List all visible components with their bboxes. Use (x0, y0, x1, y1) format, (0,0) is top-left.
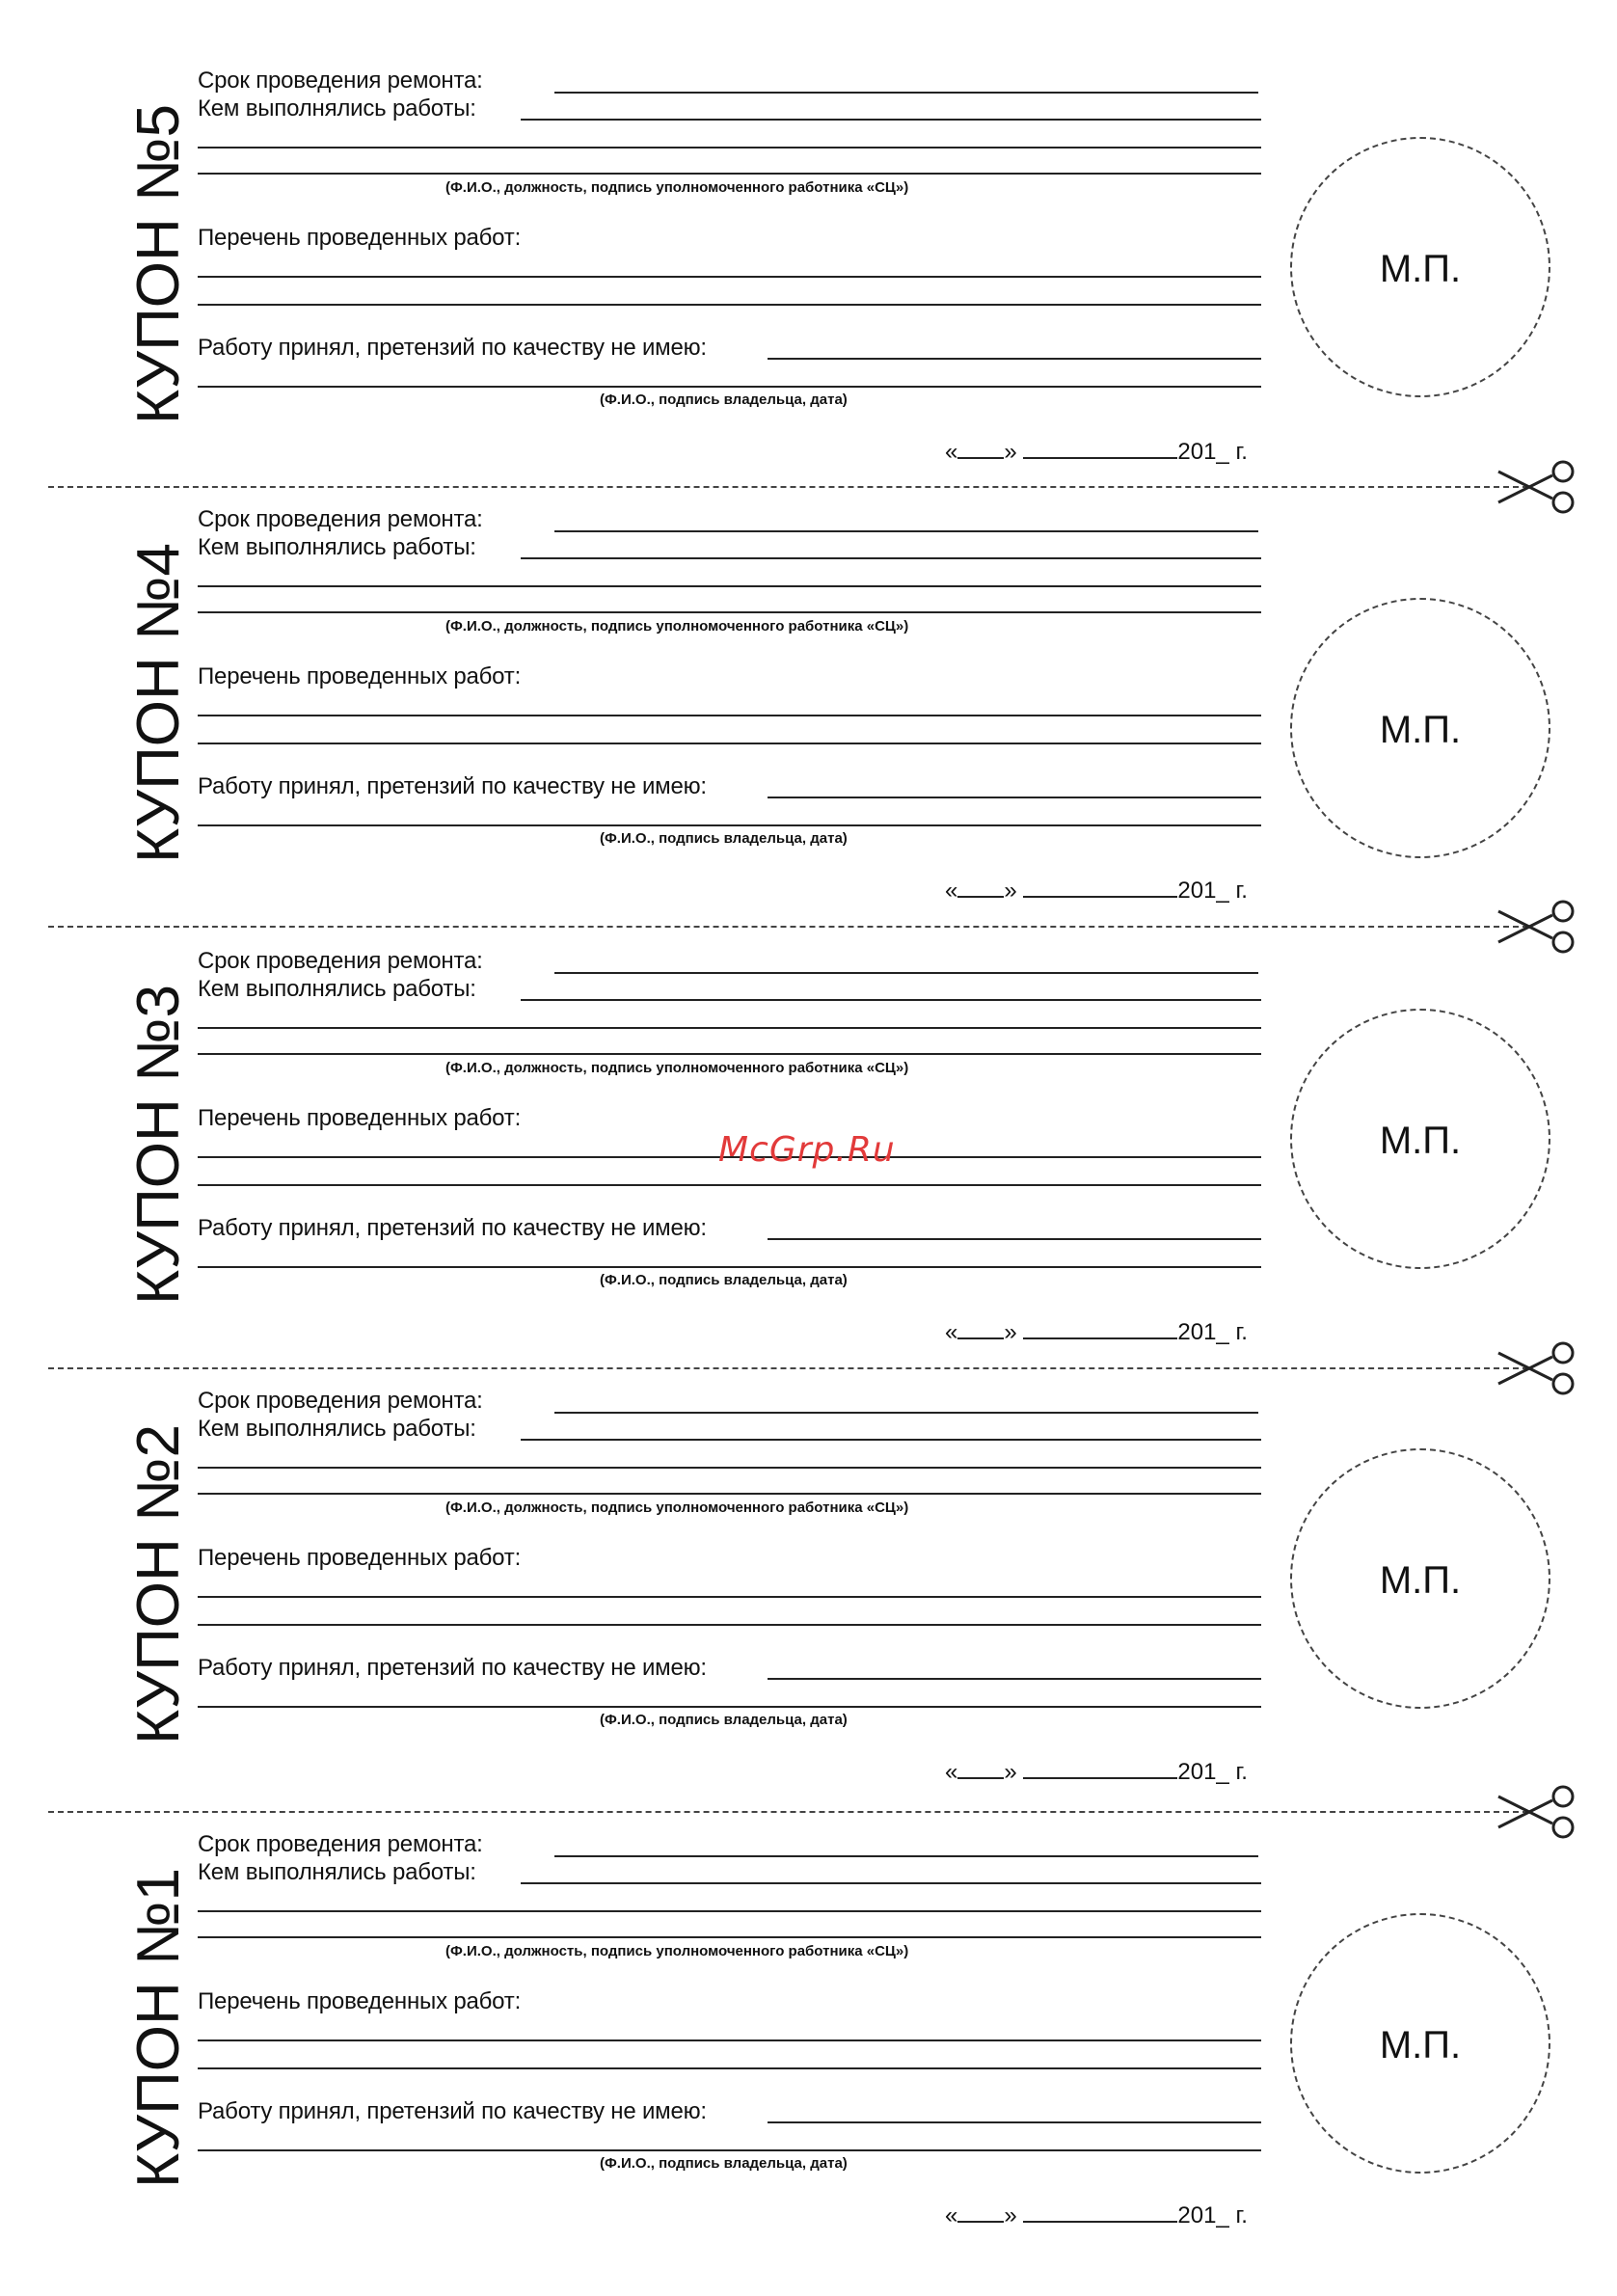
works-list-label: Перечень проведенных работ: (198, 663, 522, 689)
owner-signature-field[interactable] (198, 1266, 1261, 1268)
date-close-quote: » (1004, 1319, 1017, 1345)
date-day-field[interactable] (957, 2221, 1004, 2223)
performed-by-field[interactable] (521, 119, 1261, 121)
works-list-field-line-2[interactable] (198, 2067, 1261, 2069)
works-list-field-line-2[interactable] (198, 1624, 1261, 1626)
coupon-title (48, 1364, 198, 1803)
performed-by-field-line-2[interactable] (198, 1910, 1261, 1912)
date-open-quote: « (945, 439, 958, 465)
date-close-quote: » (1004, 2202, 1017, 2228)
performer-caption: (Ф.И.О., должность, подпись уполномоченного работника «СЦ») (445, 1943, 909, 1959)
performed-by-field-line-3[interactable] (198, 173, 1261, 175)
acceptance-label: Работу принял, претензий по качеству не имею: (198, 2098, 707, 2124)
date-month-field[interactable] (1023, 1777, 1177, 1779)
coupon-2 (0, 1364, 1617, 1803)
coupon-1 (0, 1807, 1617, 2247)
acceptance-field[interactable] (768, 1238, 1261, 1240)
performed-by-field-line-2[interactable] (198, 585, 1261, 587)
performer-caption: (Ф.И.О., должность, подпись уполномоченного работника «СЦ») (445, 618, 909, 635)
watermark: McGrp.Ru (718, 1130, 896, 1170)
date-month-field[interactable] (1023, 457, 1177, 459)
date-day-field[interactable] (957, 457, 1004, 459)
works-list-field-line-1[interactable] (198, 1596, 1261, 1598)
date-day-field[interactable] (957, 1777, 1004, 1779)
coupon-title-text: КУПОН №2 (125, 1424, 192, 1744)
performed-by-label: Кем выполнялись работы: (198, 1859, 476, 1885)
coupon-title-text: КУПОН №1 (125, 1868, 192, 2188)
date-line (945, 1321, 1248, 1344)
stamp-label: М.П. (1379, 248, 1462, 290)
coupon-title-text: КУПОН №5 (125, 104, 192, 424)
repair-period-field[interactable] (554, 972, 1258, 974)
performed-by-field-line-3[interactable] (198, 1936, 1261, 1938)
repair-period-label: Срок проведения ремонта: (198, 948, 483, 974)
coupon-4 (0, 482, 1617, 922)
performer-caption: (Ф.И.О., должность, подпись уполномоченного работника «СЦ») (445, 1060, 909, 1076)
coupon-title (48, 482, 198, 922)
performed-by-field[interactable] (521, 999, 1261, 1001)
coupon-title (48, 1807, 198, 2247)
repair-period-field[interactable] (554, 1412, 1258, 1414)
owner-caption: (Ф.И.О., подпись владельца, дата) (600, 392, 848, 408)
stamp-label: М.П. (1379, 709, 1462, 751)
works-list-label: Перечень проведенных работ: (198, 1988, 522, 2014)
coupon-title (48, 43, 198, 483)
performed-by-field-line-3[interactable] (198, 611, 1261, 613)
date-line (945, 2204, 1248, 2228)
date-line (945, 879, 1248, 903)
owner-caption: (Ф.И.О., подпись владельца, дата) (600, 830, 848, 847)
coupon-title (48, 924, 198, 1364)
performed-by-field-line-2[interactable] (198, 1467, 1261, 1469)
works-list-field-line-1[interactable] (198, 2039, 1261, 2041)
repair-period-field[interactable] (554, 1855, 1258, 1857)
performed-by-field[interactable] (521, 1439, 1261, 1441)
date-year: 201_ г. (1177, 2202, 1248, 2228)
repair-period-label: Срок проведения ремонта: (198, 1831, 483, 1857)
date-open-quote: « (945, 1319, 958, 1345)
owner-caption: (Ф.И.О., подпись владельца, дата) (600, 1272, 848, 1288)
works-list-field-line-2[interactable] (198, 1184, 1261, 1186)
performed-by-label: Кем выполнялись работы: (198, 1416, 476, 1442)
works-list-label: Перечень проведенных работ: (198, 1545, 522, 1571)
date-year: 201_ г. (1177, 1759, 1248, 1785)
performed-by-field[interactable] (521, 557, 1261, 559)
owner-signature-field[interactable] (198, 1706, 1261, 1708)
date-year: 201_ г. (1177, 439, 1248, 465)
performed-by-label: Кем выполнялись работы: (198, 976, 476, 1002)
owner-caption: (Ф.И.О., подпись владельца, дата) (600, 1712, 848, 1728)
works-list-field-line-2[interactable] (198, 743, 1261, 744)
owner-signature-field[interactable] (198, 2149, 1261, 2151)
date-month-field[interactable] (1023, 2221, 1177, 2223)
coupon-title-text: КУПОН №3 (125, 985, 192, 1305)
date-open-quote: « (945, 2202, 958, 2228)
works-list-field-line-1[interactable] (198, 715, 1261, 716)
performed-by-field[interactable] (521, 1882, 1261, 1884)
date-day-field[interactable] (957, 896, 1004, 898)
acceptance-label: Работу принял, претензий по качеству не имею: (198, 335, 707, 361)
repair-period-field[interactable] (554, 92, 1258, 94)
works-list-field-line-1[interactable] (198, 276, 1261, 278)
performer-caption: (Ф.И.О., должность, подпись уполномоченного работника «СЦ») (445, 1499, 909, 1516)
acceptance-label: Работу принял, претензий по качеству не имею: (198, 773, 707, 799)
stamp-label: М.П. (1379, 1120, 1462, 1162)
stamp-label: М.П. (1379, 1559, 1462, 1602)
performed-by-field-line-3[interactable] (198, 1053, 1261, 1055)
acceptance-label: Работу принял, претензий по качеству не имею: (198, 1655, 707, 1681)
acceptance-field[interactable] (768, 1678, 1261, 1680)
coupon-title-text: КУПОН №4 (125, 543, 192, 863)
owner-signature-field[interactable] (198, 386, 1261, 388)
date-month-field[interactable] (1023, 1337, 1177, 1339)
date-month-field[interactable] (1023, 896, 1177, 898)
repair-period-label: Срок проведения ремонта: (198, 1388, 483, 1414)
date-close-quote: » (1004, 878, 1017, 904)
repair-period-label: Срок проведения ремонта: (198, 506, 483, 532)
date-day-field[interactable] (957, 1337, 1004, 1339)
acceptance-field[interactable] (768, 797, 1261, 798)
date-year: 201_ г. (1177, 1319, 1248, 1345)
date-open-quote: « (945, 878, 958, 904)
repair-period-field[interactable] (554, 530, 1258, 532)
date-open-quote: « (945, 1759, 958, 1785)
owner-signature-field[interactable] (198, 824, 1261, 826)
repair-period-label: Срок проведения ремонта: (198, 68, 483, 94)
owner-caption: (Ф.И.О., подпись владельца, дата) (600, 2155, 848, 2172)
acceptance-field[interactable] (768, 358, 1261, 360)
performed-by-field-line-3[interactable] (198, 1493, 1261, 1495)
date-year: 201_ г. (1177, 878, 1248, 904)
date-line (945, 1761, 1248, 1784)
performed-by-field-line-2[interactable] (198, 147, 1261, 149)
works-list-label: Перечень проведенных работ: (198, 1105, 522, 1131)
works-list-label: Перечень проведенных работ: (198, 225, 522, 251)
performer-caption: (Ф.И.О., должность, подпись уполномоченного работника «СЦ») (445, 179, 909, 196)
date-close-quote: » (1004, 439, 1017, 465)
date-close-quote: » (1004, 1759, 1017, 1785)
performed-by-label: Кем выполнялись работы: (198, 95, 476, 122)
performed-by-label: Кем выполнялись работы: (198, 534, 476, 560)
stamp-label: М.П. (1379, 2024, 1462, 2066)
acceptance-field[interactable] (768, 2121, 1261, 2123)
acceptance-label: Работу принял, претензий по качеству не имею: (198, 1215, 707, 1241)
works-list-field-line-2[interactable] (198, 304, 1261, 306)
performed-by-field-line-2[interactable] (198, 1027, 1261, 1029)
date-line (945, 441, 1248, 464)
coupon-5 (0, 43, 1617, 483)
